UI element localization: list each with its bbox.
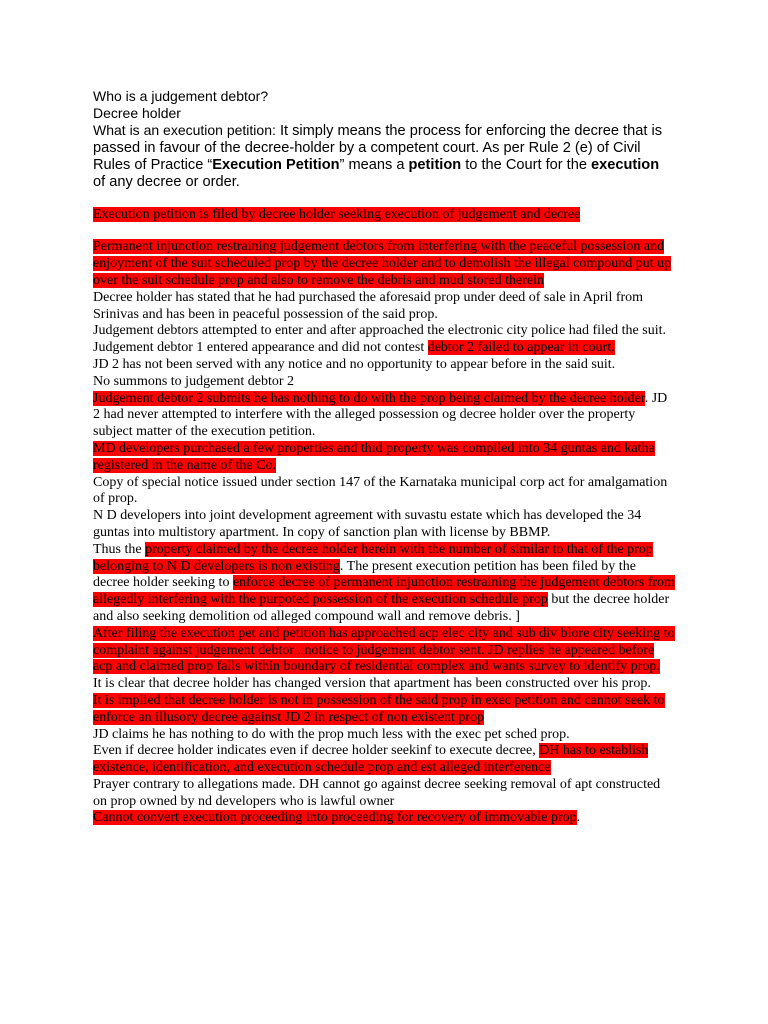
highlight-property-non-existing: property claimed by the decree holder herein with the number of similar to that of the prop belonging to N D developers is non existing bbox=[93, 541, 653, 574]
highlight-implied: It is implied that decree holder is not in possession of the said prop in exec petition and cannot seek to enforce an illusory decree against JD 2 in respect of non existent prop bbox=[93, 692, 665, 725]
paragraph-md-developers bbox=[93, 441, 675, 475]
definition-bold-3: execution bbox=[591, 156, 660, 173]
spacer bbox=[93, 191, 675, 207]
paragraph-attempt-enter bbox=[93, 323, 675, 357]
paragraph-execution-filed bbox=[93, 207, 675, 224]
paragraph-jd2-not-served: JD 2 has not been served with any notice and no opportunity to appear before in the said suit. bbox=[93, 356, 616, 372]
question-judgement-debtor: Who is a judgement debtor? bbox=[93, 88, 269, 104]
label-decree-holder: Decree holder bbox=[93, 104, 181, 121]
definition-colon: : bbox=[272, 121, 276, 138]
paragraph-implied bbox=[93, 693, 675, 727]
definition-lead: What is an execution petition bbox=[93, 121, 272, 138]
paragraph-thus bbox=[93, 542, 675, 626]
text-even-if: Even if decree holder indicates even if decree holder seekinf to execute decree, bbox=[93, 743, 540, 759]
paragraph-permanent-injunction bbox=[93, 239, 675, 289]
text-final-period: . bbox=[576, 810, 581, 826]
paragraph-joint-development: N D developers into joint development agreement with suvastu estate which has developed the 34 guntas into multistory apartment. In copy of sanction plan with license by BBMP. bbox=[93, 508, 642, 540]
paragraph-cannot-convert bbox=[93, 810, 675, 827]
paragraph-even-if bbox=[93, 743, 675, 777]
highlight-enforce-decree: enforce decree of permanent injunction restraining the judgement debtors from allegedly interfering with the purpoted possession of the execution schedule prop bbox=[93, 575, 675, 608]
definition-bold-2: petition bbox=[408, 156, 462, 173]
document-page bbox=[93, 88, 675, 827]
paragraph-prayer: Prayer contrary to allegations made. DH cannot go against decree seeking removal of apt constructed on prop owned by nd developers who is lawful owner bbox=[93, 776, 661, 809]
definition-text-1: It simply means the process for enforcing the decree that is passed in favour of the decree-holder by a competent court. As per Rule 2 (e) of Civil Rules of Practice “ bbox=[93, 122, 662, 173]
definition-text-3: to the Court for the bbox=[461, 156, 591, 173]
highlight-after-filing: After filing the execution pet and petition has approached acp elec city and sub div blore city seeking to complaint against judgement debtor . notice to judgement debtor sent. JD replies he appeared before acp and claimed prop falls within boundary of residential complex and wants survey to identify prop. bbox=[93, 625, 675, 675]
highlight-permanent-injunction: Permanent injunction restraining judgement debtors from interfering with the peaceful possession and enjoyment of the suit scheduled prop by the decree holder and to demolish the illegal compound put up over the suit schedule prop and also to remove the debris and mud stored therein bbox=[93, 239, 672, 288]
text-attempt-enter: Judgement debtors attempted to enter and after approached the electronic city police had filed the suit. Judgement debtor 1 entered appearance and did not contest bbox=[93, 323, 667, 356]
paragraph-changed-version: It is clear that decree holder has changed version that apartment has been constructed over his prop. bbox=[93, 676, 651, 692]
paragraph-no-summons: No summons to judgement debtor 2 bbox=[93, 373, 295, 389]
definition-text-2: ” means a bbox=[339, 156, 409, 173]
definition-text-4: of any decree or order. bbox=[93, 173, 240, 190]
paragraph-purchase: Decree holder has stated that he had purchased the aforesaid prop under deed of sale in April from Srinivas and has been in peaceful possession of the said prop. bbox=[93, 289, 644, 322]
highlight-execution-filed: Execution petition is filed by decree holder seeking execution of judgement and decree bbox=[93, 206, 581, 222]
definition-bold-1: Execution Petition bbox=[212, 156, 340, 173]
text-demolition: but the decree holder and also seeking demolition od alleged compound wall and remove debris. ] bbox=[93, 592, 670, 624]
highlight-jd2-submits: Judgement debtor 2 submits he has nothing to do with the prop being claimed by the decree holder bbox=[93, 390, 645, 406]
text-thus: Thus the bbox=[93, 541, 146, 557]
spacer bbox=[93, 223, 675, 239]
highlight-md-developers: MD developers purchased a few properties and thid property was compiled into 34 guntas and katha registered in the name of the Co. bbox=[93, 440, 655, 473]
paragraph-jd2-submits bbox=[93, 391, 675, 441]
highlight-dh-establish: DH has to establish existence, identification, and execution schedule prop and est alleged interference bbox=[93, 743, 649, 776]
paragraph-after-filing bbox=[93, 626, 675, 676]
execution-petition-definition bbox=[93, 122, 675, 191]
paragraph-jd-claims: JD claims he has nothing to do with the prop much less with the exec pet sched prop. bbox=[93, 726, 570, 742]
paragraph-special-notice: Copy of special notice issued under section 147 of the Karnataka municipal corp act for amalgamation of prop. bbox=[93, 474, 668, 507]
text-jd2-never-attempted: . JD 2 had never attempted to interfere with the alleged possession og decree holder over the property subject matter of the execution petition. bbox=[93, 390, 668, 440]
highlight-debtor2-failed: debtor 2 failed to appear in court. bbox=[427, 340, 615, 356]
highlight-cannot-convert: Cannot convert execution proceeding into proceeding for recovery of immovable prop bbox=[93, 810, 577, 826]
text-present-petition: . The present execution petition has been filed by the decree holder seeking to bbox=[93, 558, 636, 591]
